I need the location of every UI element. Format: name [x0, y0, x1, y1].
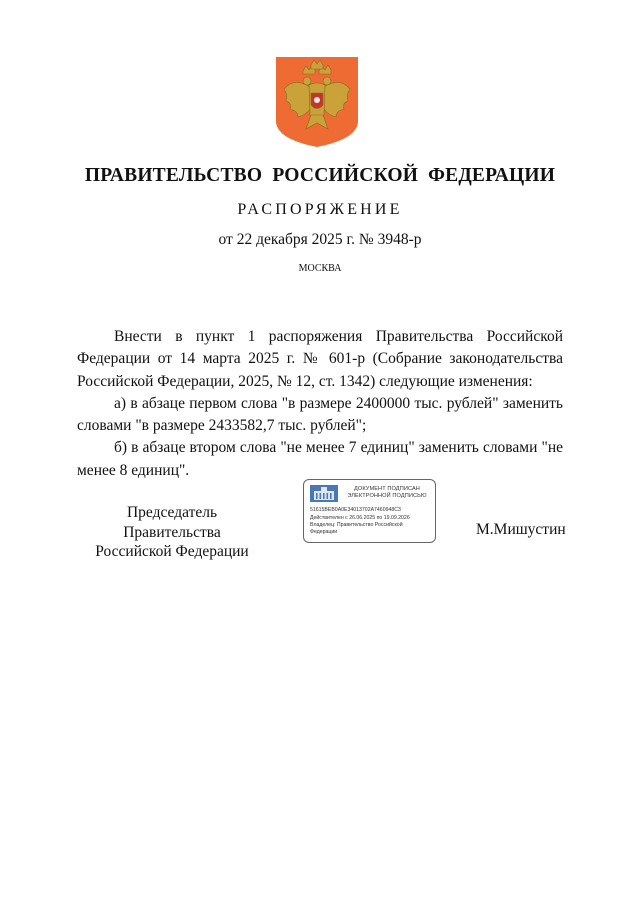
signer-position-line2: Российской Федерации	[95, 543, 249, 560]
e-signature-stamp	[303, 479, 436, 543]
stamp-certificate: 51615BEB0A0E34013702A7460948C3	[310, 507, 401, 513]
signer-position-line1: Председатель Правительства	[123, 504, 221, 541]
signer-name: М.Мишустин	[476, 521, 566, 538]
stamp-header-line2: ЭЛЕКТРОННОЙ ПОДПИСЬЮ	[347, 493, 427, 499]
page-title: ПРАВИТЕЛЬСТВО РОССИЙСКОЙ ФЕДЕРАЦИИ	[84, 165, 556, 186]
stamp-owner-line2: Федерации	[310, 529, 338, 535]
stamp-owner-line1: Владелец: Правительство Российской	[310, 522, 403, 528]
document-type: РАСПОРЯЖЕНИЕ	[237, 201, 403, 218]
document-body	[77, 326, 563, 482]
government-building-icon	[310, 485, 338, 502]
body-paragraph-main: Внести в пункт 1 распоряжения Правительства Российской Федерации от 14 марта 2025 г. № 601-р (Собрание законодательства Российской Федерации, 2025, № 12, ст. 1342) следующие изменения:	[77, 328, 563, 390]
stamp-validity: Действителен с 26.06.2025 по 19.09.2026	[310, 515, 410, 521]
body-paragraph-b: б) в абзаце втором слова "не менее 7 единиц" заменить словами "не менее 8 единиц".	[77, 439, 563, 479]
stamp-header-line1: ДОКУМЕНТ ПОДПИСАН	[354, 486, 420, 492]
coat-of-arms-icon	[276, 57, 358, 147]
document-city: МОСКВА	[298, 263, 342, 274]
stamp-header	[342, 486, 432, 500]
signer-position	[77, 503, 267, 562]
document-date-number: от 22 декабря 2025 г. № 3948-р	[218, 231, 422, 248]
body-paragraph-a: а) в абзаце первом слова "в размере 2400000 тыс. рублей" заменить словами "в размере 2433582,7 тыс. рублей";	[77, 394, 563, 435]
